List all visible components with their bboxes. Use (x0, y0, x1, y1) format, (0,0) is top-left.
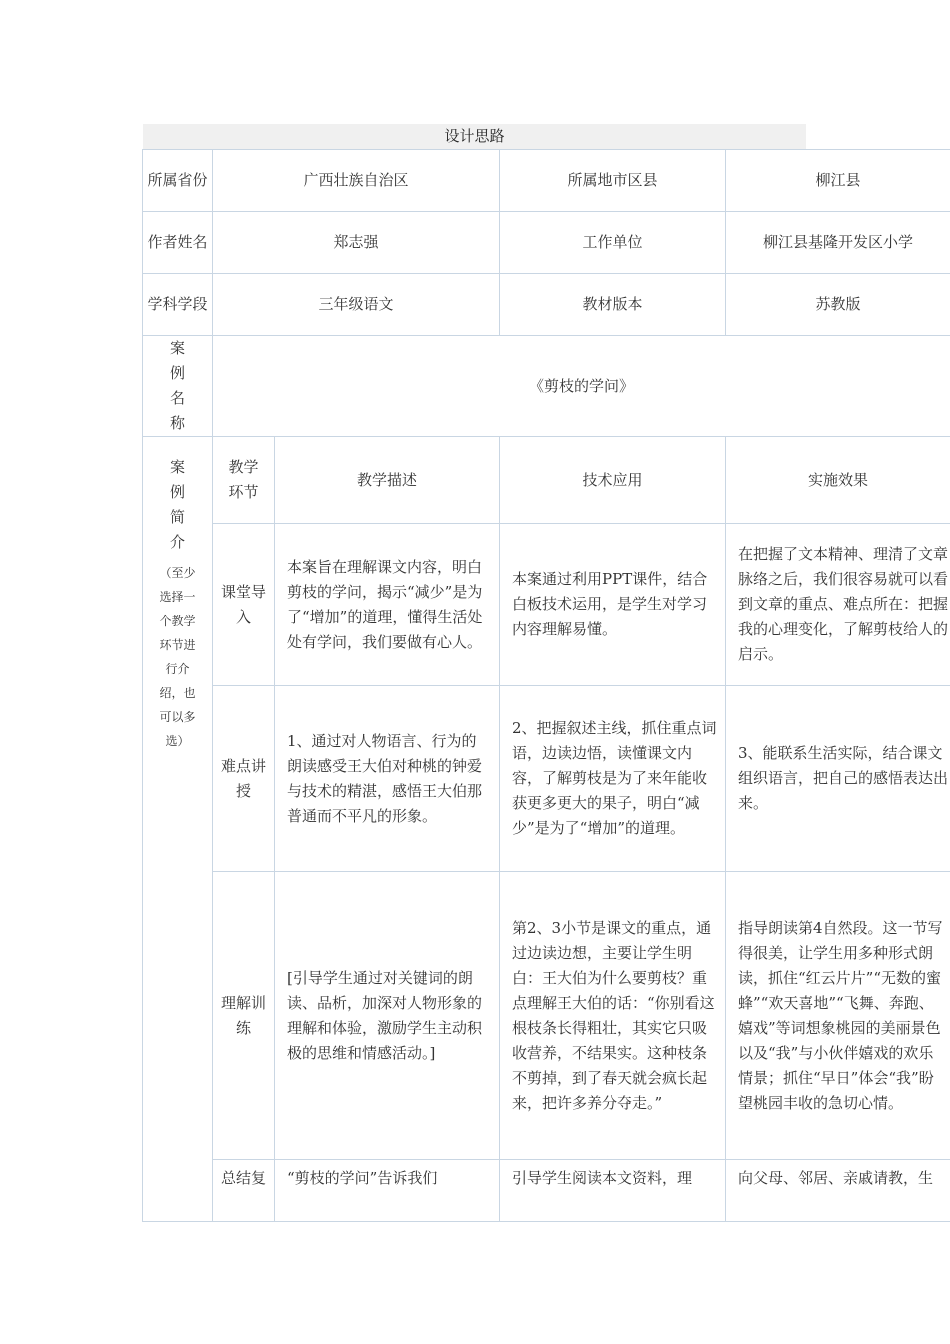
description-cell: 1、通过对人物语言、行为的朗读感受王大伯对种桃的钟爱与技术的精湛，感悟王大伯那普通而不平凡的形象。 (275, 686, 500, 872)
stage-cell: 难点讲授 (213, 686, 275, 872)
technology-cell: 引导学生阅读本文资料，理 (500, 1160, 726, 1222)
author-row (143, 212, 950, 274)
effect-cell: 3、能联系生活实际，结合课文组织语言，把自己的感悟表达出来。 (726, 686, 950, 872)
case-intro-note: （至少选择一个教学环节进行介绍，也可以多选） (159, 566, 196, 748)
header-technology: 技术应用 (500, 437, 726, 524)
case-intro-header-row (143, 437, 950, 524)
technology-cell: 第2、3小节是课文的重点，通过边读边想，主要让学生明白：王大伯为什么要剪枝？重点理解王大伯的话：“你别看这根枝条长得粗壮，其实它只吸收营养，不结果实。这种枝条不剪掉，到了春天就会疯长起来，把许多养分夺走。” (500, 872, 726, 1160)
effect-cell: 在把握了文本精神、理清了文章脉络之后，我们很容易就可以看到文章的重点、难点所在：把握我的心理变化，了解剪枝给人的启示。 (726, 524, 950, 686)
table-row (143, 524, 950, 686)
header-description: 教学描述 (275, 437, 500, 524)
case-intro-cell (143, 437, 213, 1222)
city-label: 所属地市区县 (500, 150, 726, 212)
province-value: 广西壮族自治区 (213, 150, 500, 212)
stage-cell: 总结复 (213, 1160, 275, 1222)
edition-value: 苏教版 (726, 274, 950, 336)
design-table (142, 149, 950, 1222)
case-name-row (143, 336, 950, 437)
author-label: 作者姓名 (143, 212, 213, 274)
technology-cell: 2、把握叙述主线，抓住重点词语，边读边悟，读懂课文内容，了解剪枝是为了来年能收获更多更大的果子，明白“减少”是为了“增加”的道理。 (500, 686, 726, 872)
stage-cell: 课堂导入 (213, 524, 275, 686)
description-cell: 本案旨在理解课文内容，明白剪枝的学问，揭示“减少”是为了“增加”的道理，懂得生活处处有学问，我们要做有心人。 (275, 524, 500, 686)
case-name-value: 《剪枝的学问》 (213, 336, 950, 437)
case-intro-label: 案例简介 (169, 458, 185, 551)
edition-label: 教材版本 (500, 274, 726, 336)
province-label: 所属省份 (143, 150, 213, 212)
technology-cell: 本案通过利用PPT课件，结合白板技术运用，是学生对学习内容理解易懂。 (500, 524, 726, 686)
effect-cell: 向父母、邻居、亲戚请教，生 (726, 1160, 950, 1222)
effect-cell: 指导朗读第4自然段。这一节写得很美，让学生用多种形式朗读，抓住“红云片片”“无数的蜜蜂”“欢天喜地”“飞舞、奔跑、嬉戏”等词想象桃园的美丽景色以及“我”与小伙伴嬉戏的欢乐情景；抓住“早日”体会“我”盼望桃园丰收的急切心情。 (726, 872, 950, 1160)
subject-row (143, 274, 950, 336)
header-effect: 实施效果 (726, 437, 950, 524)
description-cell: [引导学生通过对关键词的朗读、品析，加深对人物形象的理解和体验，激励学生主动积极的思维和情感活动。] (275, 872, 500, 1160)
workplace-value: 柳江县基隆开发区小学 (726, 212, 950, 274)
table-row (143, 1160, 950, 1222)
subject-label: 学科学段 (143, 274, 213, 336)
header-stage: 教学环节 (213, 437, 275, 524)
city-value: 柳江县 (726, 150, 950, 212)
stage-cell: 理解训练 (213, 872, 275, 1160)
table-row (143, 686, 950, 872)
author-value: 郑志强 (213, 212, 500, 274)
subject-value: 三年级语文 (213, 274, 500, 336)
case-name-label: 案例名称 (143, 336, 213, 437)
page-title: 设计思路 (143, 124, 806, 149)
workplace-label: 工作单位 (500, 212, 726, 274)
province-row (143, 150, 950, 212)
table-row (143, 872, 950, 1160)
description-cell: “剪枝的学问”告诉我们 (275, 1160, 500, 1222)
